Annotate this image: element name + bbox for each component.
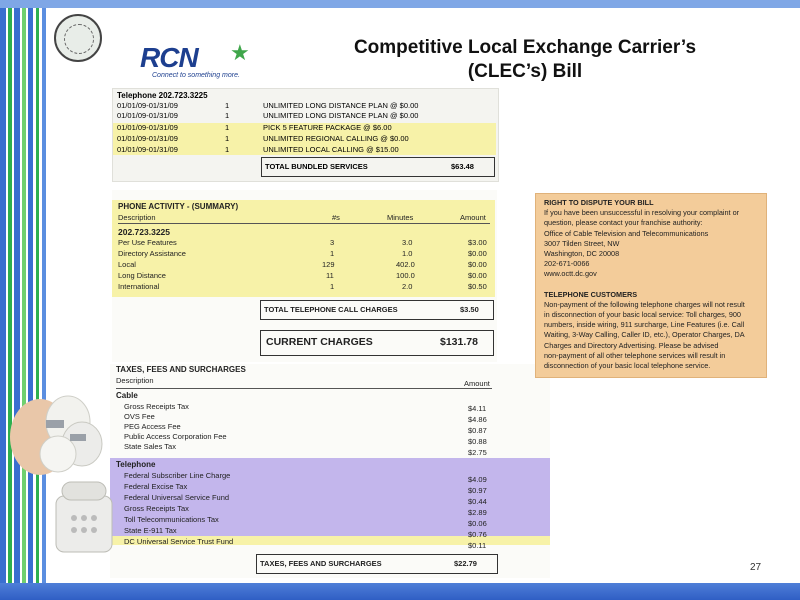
bundled-row-5-qty: 1 — [225, 145, 230, 154]
activity-row-1-count: 3 — [330, 238, 335, 247]
bundled-total-value: $63.48 — [451, 162, 474, 171]
title-line-1: Competitive Local Exchange Carrier’s — [353, 37, 697, 58]
taxes-bill — [110, 364, 550, 578]
bundled-row-3-qty: 1 — [225, 123, 230, 132]
dc-seal-icon — [54, 14, 102, 62]
activity-col-count: #s — [332, 213, 340, 222]
activity-row-3-minutes: 402.0 — [396, 260, 415, 269]
activity-row-3-count: 129 — [322, 260, 335, 269]
activity-row-1-amount: $3.00 — [468, 238, 487, 247]
customers-line: Non-payment of the following telephone charges will not result — [544, 299, 745, 309]
dispute-line: www.octt.dc.gov — [544, 269, 597, 279]
telephone-row-1-desc: Federal Subscriber Line Charge — [124, 471, 231, 480]
taxes-heading: TAXES, FEES AND SURCHARGES — [116, 365, 246, 374]
telephone-row-7-amount: $0.11 — [468, 541, 487, 550]
bundled-row-4-qty: 1 — [225, 134, 230, 143]
customers-heading: TELEPHONE CUSTOMERS — [544, 289, 638, 299]
title-line-2: (CLEC’s) Bill — [467, 61, 583, 82]
activity-row-5-minutes: 2.0 — [402, 282, 413, 291]
taxes-total-label: TAXES, FEES AND SURCHARGES — [260, 559, 382, 568]
telephone-row-6-amount: $0.76 — [468, 530, 487, 539]
activity-col-desc: Description — [118, 213, 156, 222]
cable-row-2-amount: $4.86 — [468, 415, 487, 424]
dispute-line: Office of Cable Television and Telecommunications — [544, 228, 709, 238]
activity-row-2-minutes: 1.0 — [402, 249, 413, 258]
bundled-row-4-period: 01/01/09-01/31/09 — [117, 134, 178, 143]
dispute-line: question, please contact your franchise authority: — [544, 218, 703, 228]
cable-row-3-amount: $0.87 — [468, 426, 487, 435]
activity-row-1-minutes: 3.0 — [402, 238, 413, 247]
activity-row-4-desc: Long Distance — [118, 271, 166, 280]
taxes-header-rule — [116, 388, 492, 389]
bundled-row-2-period: 01/01/09-01/31/09 — [117, 111, 178, 120]
customers-line: numbers, inside wiring, 911 surcharge, Line Features (i.e. Call — [544, 320, 745, 330]
current-charges-label: CURRENT CHARGES — [266, 336, 373, 348]
telephone-row-3-amount: $0.44 — [468, 497, 487, 506]
bundled-row-1-period: 01/01/09-01/31/09 — [117, 101, 178, 110]
cable-row-1-amount: $4.11 — [468, 404, 487, 413]
activity-total-value: $3.50 — [460, 305, 479, 314]
cable-row-5-amount: $2.75 — [468, 448, 487, 457]
dispute-heading: RIGHT TO DISPUTE YOUR BILL — [544, 198, 654, 207]
activity-heading: PHONE ACTIVITY - (SUMMARY) — [118, 202, 239, 211]
activity-header-rule — [118, 223, 490, 224]
dispute-notice-panel — [535, 193, 767, 378]
customers-line: Charges and Directory Advertising. Please be advised — [544, 340, 719, 350]
dispute-line: Washington, DC 20008 — [544, 249, 620, 259]
telephone-row-1-amount: $4.09 — [468, 475, 487, 484]
telephone-row-4-desc: Gross Receipts Tax — [124, 504, 189, 513]
activity-total-label: TOTAL TELEPHONE CALL CHARGES — [264, 305, 398, 314]
activity-row-3-amount: $0.00 — [468, 260, 487, 269]
bundled-services-bill — [112, 88, 499, 182]
dispute-line: 202-671-0066 — [544, 259, 590, 269]
telephone-row-2-desc: Federal Excise Tax — [124, 482, 188, 491]
bundled-total-label: TOTAL BUNDLED SERVICES — [265, 162, 368, 171]
activity-row-3-desc: Local — [118, 260, 136, 269]
customers-line: disconnection of your basic local telephone service. — [544, 361, 711, 371]
bundled-row-4-desc: UNLIMITED REGIONAL CALLING @ $0.00 — [263, 134, 409, 143]
rcn-logo — [140, 42, 270, 82]
dispute-line: 3007 Tilden Street, NW — [544, 238, 620, 248]
bundled-row-2-desc: UNLIMITED LONG DISTANCE PLAN @ $0.00 — [263, 111, 419, 120]
activity-row-2-desc: Directory Assistance — [118, 249, 186, 258]
taxes-col-amount: Amount — [464, 379, 490, 388]
activity-row-1-desc: Per Use Features — [118, 238, 177, 247]
bundled-row-3-period: 01/01/09-01/31/09 — [117, 123, 178, 132]
customers-line: in disconnection of your basic local service: Toll charges, 900 — [544, 310, 741, 320]
bundled-row-5-period: 01/01/09-01/31/09 — [117, 145, 178, 154]
bundled-row-2-qty: 1 — [225, 111, 230, 120]
bundled-row-5-desc: UNLIMITED LOCAL CALLING @ $15.00 — [263, 145, 399, 154]
top-border — [0, 0, 800, 8]
telephone-row-2-amount: $0.97 — [468, 486, 487, 495]
taxes-col-desc: Description — [116, 376, 154, 385]
logo-tagline: Connect to something more. — [152, 72, 240, 79]
telephone-row-3-desc: Federal Universal Service Fund — [124, 493, 230, 502]
bundled-row-1-desc: UNLIMITED LONG DISTANCE PLAN @ $0.00 — [263, 101, 419, 110]
activity-phone-number: 202.723.3225 — [118, 227, 170, 237]
bundled-row-3-desc: PICK 5 FEATURE PACKAGE @ $6.00 — [263, 123, 392, 132]
telephone-image — [52, 478, 122, 558]
cable-row-4-desc: Public Access Corporation Fee — [124, 432, 227, 441]
activity-col-amount: Amount — [460, 213, 486, 222]
activity-row-4-amount: $0.00 — [468, 271, 487, 280]
activity-row-5-count: 1 — [330, 282, 335, 291]
telephone-row-4-amount: $2.89 — [468, 508, 487, 517]
taxes-total-value: $22.79 — [454, 559, 477, 568]
customers-line: non-payment of all other telephone services will result in — [544, 350, 726, 360]
current-charges-value: $131.78 — [440, 336, 478, 348]
light-bulbs-image — [10, 382, 110, 477]
activity-col-minutes: Minutes — [387, 213, 414, 222]
cable-row-1-desc: Gross Receipts Tax — [124, 402, 189, 411]
cable-row-2-desc: OVS Fee — [124, 412, 155, 421]
slide-title — [310, 36, 740, 84]
activity-row-4-minutes: 100.0 — [396, 271, 415, 280]
cable-row-5-desc: State Sales Tax — [124, 442, 176, 451]
phone-activity-bill — [112, 190, 497, 362]
activity-row-4-count: 11 — [326, 271, 334, 280]
activity-row-5-desc: International — [118, 282, 160, 291]
telephone-row-5-desc: Toll Telecommunications Tax — [124, 515, 219, 524]
star-icon: ★ — [230, 40, 250, 65]
telephone-row-6-desc: State E-911 Tax — [124, 526, 177, 535]
activity-row-5-amount: $0.50 — [468, 282, 487, 291]
telephone-heading: Telephone — [116, 460, 156, 469]
telephone-row-7-desc: DC Universal Service Trust Fund — [124, 537, 234, 546]
bottom-border — [0, 583, 800, 600]
cable-heading: Cable — [116, 391, 138, 400]
bundled-heading: Telephone 202.723.3225 — [117, 91, 208, 100]
cable-row-3-desc: PEG Access Fee — [124, 422, 181, 431]
activity-row-2-amount: $0.00 — [468, 249, 487, 258]
logo-text: RCN — [140, 42, 198, 73]
cable-row-4-amount: $0.88 — [468, 437, 487, 446]
customers-line: Waiting, 3-Way Calling, Caller ID, etc.), Operator Charges, DA — [544, 330, 745, 340]
activity-row-2-count: 1 — [330, 249, 335, 258]
telephone-row-5-amount: $0.06 — [468, 519, 487, 528]
dispute-line: If you have been unsuccessful in resolving your complaint or — [544, 208, 740, 218]
page-number: 27 — [750, 562, 762, 573]
left-stripes — [0, 8, 48, 583]
bundled-row-1-qty: 1 — [225, 101, 230, 110]
